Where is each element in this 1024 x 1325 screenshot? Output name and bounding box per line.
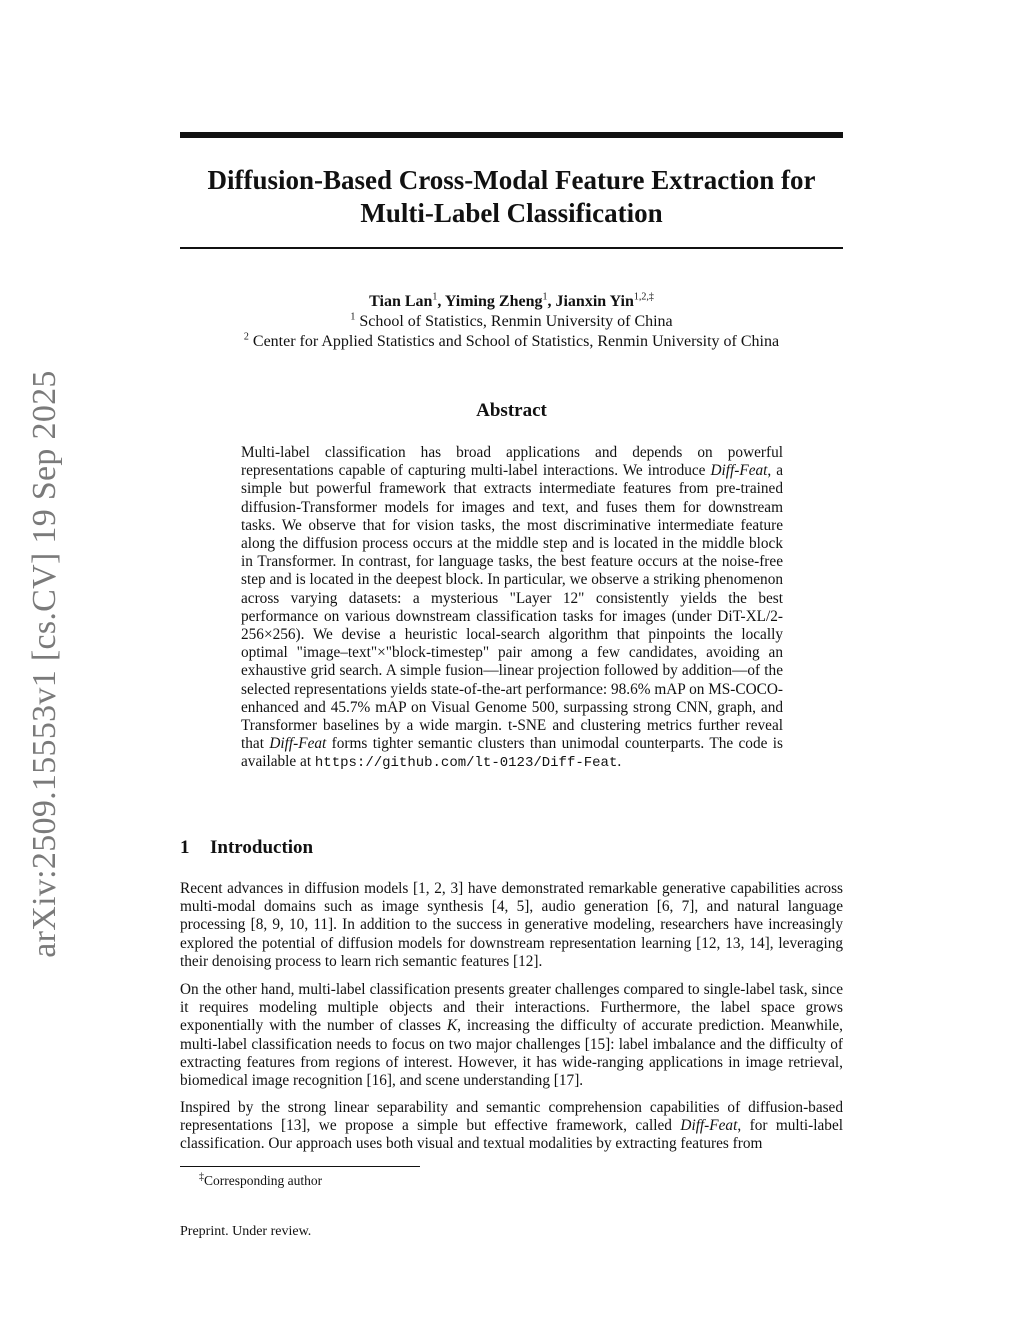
author-names: Tian Lan$^1$, Yiming Zheng$^1$, Jianxin Yin$^{1,2,\ddagger}$ bbox=[369, 291, 654, 310]
code-url-link[interactable]: https://github.com/lt-0123/Diff-Feat bbox=[314, 755, 618, 772]
title-top-rule bbox=[180, 132, 843, 138]
section-title: Introduction bbox=[210, 837, 314, 858]
paragraph-text: Inspired by the strong linear separability and semantic comprehension capabilities of diffusion-based representations [13], we propose a simple but effective framework, called bbox=[180, 1099, 843, 1135]
title-line-1: Diffusion-Based Cross-Modal Feature Extraction for bbox=[207, 165, 816, 195]
affiliation-mark: 2 bbox=[243, 331, 249, 343]
author-name: Tian Lan bbox=[369, 293, 433, 310]
paper-title bbox=[180, 164, 843, 230]
section-number: 1 bbox=[180, 837, 190, 858]
affiliation-2 bbox=[180, 332, 843, 352]
affiliation-text: Center for Applied Statistics and School of Statistics, Renmin University of China bbox=[252, 333, 780, 350]
affiliation-1 bbox=[180, 312, 843, 332]
author-name: Jianxin Yin bbox=[555, 293, 634, 310]
intro-paragraph-3 bbox=[180, 1099, 843, 1154]
abstract-heading: Abstract bbox=[476, 400, 547, 421]
paragraph-text: , increasing the difficulty of accurate prediction. Meanwhile, multi-label classification needs to focus on two major challenges [15]: label imbalance and the difficulty of extracting features from regions of interest. However, it has wide-ranging applications in image retrieval, biomedical image recognition [16], and scene understanding [17]. bbox=[180, 1017, 843, 1090]
footnote-rule bbox=[180, 1166, 420, 1167]
abstract-text: Multi-label classification has broad applications and depends on powerful representations capable of capturing multi-label interactions. We introduce bbox=[241, 444, 783, 480]
title-bottom-rule bbox=[180, 247, 843, 249]
math-variable: K bbox=[446, 1017, 458, 1035]
title-line-2: Multi-Label Classification bbox=[360, 198, 663, 228]
method-name: Diff-Feat bbox=[269, 735, 327, 753]
preprint-footer: Preprint. Under review. bbox=[180, 1224, 312, 1239]
abstract-text: forms tighter semantic clusters than unimodal counterparts. The code is available at bbox=[241, 735, 783, 771]
intro-paragraph-2 bbox=[180, 981, 843, 1090]
footnote bbox=[199, 1173, 322, 1189]
abstract-text: . bbox=[617, 753, 622, 771]
footnote-text: Corresponding author bbox=[204, 1173, 323, 1188]
paragraph-text: On the other hand, multi-label classification presents greater challenges compared to single-label task, since it requires modeling multiple objects and their interactions. Furthermore, the label space grows exponentially with the number of classes bbox=[180, 981, 843, 1035]
author-block bbox=[180, 292, 843, 352]
method-name: Diff-Feat bbox=[710, 462, 768, 480]
paragraph-text: , for multi-label classification. Our approach uses both visual and textual modalities by extracting features from bbox=[180, 1117, 843, 1153]
intro-paragraph-1: Recent advances in diffusion models [1, 2, 3] have demonstrated remarkable generative capabilities across multi-modal domains such as image synthesis [4, 5], audio generation [6, 7], and natural language processing [8, 9, 10, 11]. In addition to the success in generative modeling, researchers have increasingly explored the potential of diffusion models for downstream representation learning [12, 13, 14], leveraging their denoising process to learn rich semantic features [12]. bbox=[180, 880, 843, 970]
author-affil-mark: 1 bbox=[542, 291, 548, 303]
abstract-body bbox=[241, 444, 783, 773]
arxiv-watermark: arXiv:2509.15553v1 [cs.CV] 19 Sep 2025 bbox=[26, 370, 63, 958]
method-name: Diff-Feat bbox=[680, 1117, 738, 1135]
section-heading-introduction bbox=[180, 837, 843, 859]
abstract-text: , a simple but powerful framework that extracts intermediate features from pre-trained diffusion-Transformer models for images and text, and fuses them for downstream tasks. We observe that for vision tasks, the most discriminative intermediate feature along the diffusion process occurs at the middle step and is located in the middle block in Transformer. In contrast, for language tasks, the best feature occurs at the noise-free step and is located in the deepest block. In particular, we observe a striking phenomenon across varying datasets: a mysterious "Layer 12" consistently yields the best performance on various downstream classification tasks for images (under DiT-XL/2-256×256). We devise a heuristic local-search algorithm that pinpoints the locally optimal "image–text"×"block-timestep" pair among a few candidates, avoiding an exhaustive grid search. A simple fusion—linear projection followed by addition—of the selected representations yields state-of-the-art performance: 98.6% mAP on MS-COCO-enhanced and 45.7% mAP on Visual Genome 500, surpassing strong CNN, graph, and Transformer baselines by a wide margin. t-SNE and clustering metrics further reveal that bbox=[241, 462, 783, 753]
author-name: Yiming Zheng bbox=[444, 293, 543, 310]
author-affil-mark: 1 bbox=[432, 291, 438, 303]
footnote-mark: ‡ bbox=[199, 1171, 204, 1183]
affiliation-text: School of Statistics, Renmin University of China bbox=[359, 313, 673, 330]
author-affil-mark: 1,2,‡ bbox=[633, 291, 654, 303]
affiliation-mark: 1 bbox=[350, 311, 356, 323]
